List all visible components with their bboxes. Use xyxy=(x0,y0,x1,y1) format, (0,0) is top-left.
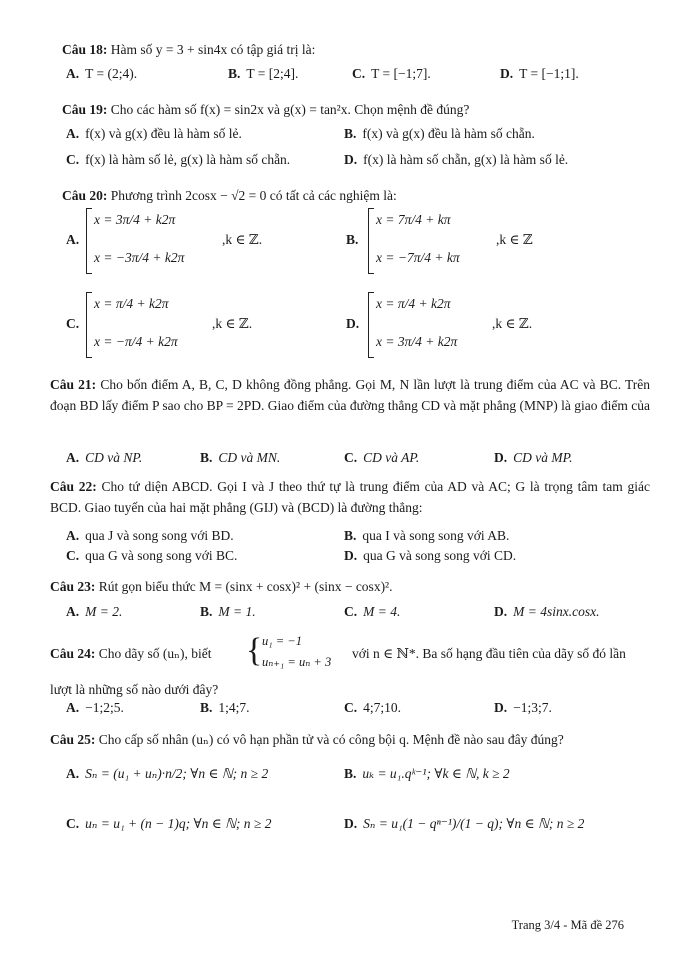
recurrence-line-2: uₙ₊₁ = uₙ + 3 xyxy=(262,655,332,669)
option-key: C. xyxy=(66,548,80,563)
solution-line-1: x = π/4 + k2π xyxy=(376,296,451,311)
question-stem: Cho dãy số (uₙ), biết xyxy=(98,646,212,661)
option-key: D. xyxy=(494,604,508,619)
options-25-row1 xyxy=(62,766,662,786)
question-24-cont xyxy=(50,680,650,699)
option-d[interactable] xyxy=(346,290,636,360)
option-a[interactable] xyxy=(66,700,124,716)
solution-bracket xyxy=(368,292,374,358)
option-c[interactable] xyxy=(66,152,290,168)
question-label: Câu 24: xyxy=(50,646,96,661)
option-text: Sₙ = u₁(1 − qⁿ⁻¹)/(1 − q); ∀n ∈ ℕ; n ≥ 2 xyxy=(363,816,585,831)
option-a[interactable] xyxy=(66,126,242,142)
option-text: Sₙ = (u₁ + uₙ)·n/2; ∀n ∈ ℕ; n ≥ 2 xyxy=(85,766,269,781)
option-d[interactable] xyxy=(344,548,516,564)
option-d[interactable] xyxy=(494,450,573,466)
question-label: Câu 21: xyxy=(50,377,97,392)
option-b[interactable] xyxy=(200,450,280,466)
options-21 xyxy=(62,450,662,470)
option-key: C. xyxy=(352,66,366,81)
options-19-row2 xyxy=(62,152,662,172)
option-a[interactable] xyxy=(66,766,268,782)
option-key: C. xyxy=(66,816,80,831)
solution-domain: ,k ∈ ℤ. xyxy=(222,232,263,247)
option-text: qua I và song song với AB. xyxy=(362,528,510,543)
option-d[interactable] xyxy=(344,816,584,832)
option-a[interactable] xyxy=(66,66,137,82)
question-24 xyxy=(50,632,650,676)
question-25 xyxy=(50,730,650,749)
solution-line-2: x = −7π/4 + kπ xyxy=(376,250,460,265)
option-text: M = 4sinx.cosx. xyxy=(513,604,600,619)
option-key: B. xyxy=(344,126,357,141)
option-d[interactable] xyxy=(494,604,599,620)
options-22-row1 xyxy=(62,528,662,548)
question-label: Câu 19: xyxy=(62,102,108,117)
option-text: 4;7;10. xyxy=(363,700,402,715)
option-text: T = [−1;7]. xyxy=(371,66,431,81)
option-key: C. xyxy=(344,604,358,619)
option-key: B. xyxy=(200,700,213,715)
option-key: D. xyxy=(344,152,358,167)
question-label: Câu 18: xyxy=(62,42,108,57)
options-23 xyxy=(62,604,662,624)
question-label: Câu 22: xyxy=(50,479,97,494)
options-25-row2 xyxy=(62,816,662,836)
option-key: B. xyxy=(200,604,213,619)
option-key: C. xyxy=(344,700,358,715)
option-key: B. xyxy=(228,66,241,81)
option-text: qua G và song song với BC. xyxy=(85,548,238,563)
question-label: Câu 20: xyxy=(62,188,108,203)
option-text: f(x) là hàm số lẻ, g(x) là hàm số chẵn. xyxy=(85,152,291,167)
question-stem: Cho các hàm số f(x) = sin2x và g(x) = tan²x. Chọn mệnh đề đúng? xyxy=(110,102,470,117)
option-d[interactable] xyxy=(500,66,579,82)
question-stem: Cho tứ diện ABCD. Gọi I và J theo thứ tự là trung điểm của AD và AC; G là trọng tâm tam giác BCD. Giao tuyến của hai mặt phẳng (GIJ) và (BCD) là đường thẳng: xyxy=(50,479,650,515)
option-b[interactable] xyxy=(228,66,298,82)
option-key: A. xyxy=(66,766,80,781)
solution-line-2: x = −3π/4 + k2π xyxy=(94,250,185,265)
option-d[interactable] xyxy=(494,700,552,716)
solution-line-2: x = 3π/4 + k2π xyxy=(376,334,458,349)
option-a[interactable] xyxy=(66,528,234,544)
solution-bracket xyxy=(368,208,374,274)
option-text: T = [2;4]. xyxy=(246,66,299,81)
option-key: C. xyxy=(66,152,80,167)
options-18 xyxy=(62,66,662,86)
option-key: A. xyxy=(66,232,80,247)
option-c[interactable] xyxy=(66,816,271,832)
option-c[interactable] xyxy=(344,450,419,466)
option-text: T = (2;4). xyxy=(85,66,138,81)
option-b[interactable] xyxy=(200,604,256,620)
option-key: B. xyxy=(346,232,359,247)
options-19-row1 xyxy=(62,126,662,146)
option-c[interactable] xyxy=(344,700,401,716)
option-key: A. xyxy=(66,604,80,619)
option-key: D. xyxy=(494,450,508,465)
solution-line-1: x = 7π/4 + kπ xyxy=(376,212,451,227)
option-b[interactable] xyxy=(200,700,250,716)
question-18 xyxy=(62,40,662,59)
option-text: f(x) và g(x) đều là hàm số lẻ. xyxy=(85,126,242,141)
option-c[interactable] xyxy=(344,604,400,620)
option-key: A. xyxy=(66,450,80,465)
option-text: 1;4;7. xyxy=(218,700,250,715)
solution-bracket xyxy=(86,208,92,274)
page-footer: Trang 3/4 - Mã đề 276 xyxy=(511,918,624,932)
question-21 xyxy=(50,374,650,416)
question-stem: Hàm số y = 3 + sin4x có tập giá trị là: xyxy=(110,42,316,57)
solution-bracket xyxy=(86,292,92,358)
option-text: M = 1. xyxy=(218,604,256,619)
option-text: CD và NP. xyxy=(85,450,143,465)
option-key: A. xyxy=(66,700,80,715)
question-stem-end: lượt là những số nào dưới đây? xyxy=(50,682,219,697)
option-c[interactable] xyxy=(352,66,431,82)
option-key: C. xyxy=(66,316,80,331)
solution-line-1: x = π/4 + k2π xyxy=(94,296,169,311)
recurrence-line-1: u₁ = −1 xyxy=(262,634,302,648)
solution-domain: ,k ∈ ℤ xyxy=(496,232,533,247)
option-b[interactable] xyxy=(346,206,636,276)
question-19 xyxy=(62,100,662,119)
question-stem: Cho bốn điểm A, B, C, D không đồng phẳng. Gọi M, N lần lượt là trung điểm của AC và BC. Trên đoạn BD lấy điểm P sao cho BP = 2PD. Giao điểm của đường thẳng CD và mặt phẳng (MNP) là giao điểm của xyxy=(50,377,650,413)
option-text: M = 2. xyxy=(85,604,123,619)
solution-domain: ,k ∈ ℤ. xyxy=(212,316,253,331)
option-b[interactable] xyxy=(344,528,509,544)
question-label: Câu 23: xyxy=(50,579,96,594)
option-key: D. xyxy=(494,700,508,715)
system-brace: { xyxy=(246,632,263,669)
question-22 xyxy=(50,476,650,518)
option-text: f(x) và g(x) đều là hàm số chẵn. xyxy=(362,126,535,141)
option-text: −1;2;5. xyxy=(85,700,124,715)
question-stem-continued: với n ∈ ℕ*. Ba số hạng đầu tiên của dãy số đó lần xyxy=(352,646,626,661)
option-key: B. xyxy=(344,766,357,781)
option-a[interactable] xyxy=(66,206,336,276)
question-stem: Cho cấp số nhân (uₙ) có vô hạn phần tử và có công bội q. Mệnh đề nào sau đây đúng? xyxy=(98,732,564,747)
option-b[interactable] xyxy=(344,766,510,782)
option-text: CD và MN. xyxy=(218,450,281,465)
option-key: B. xyxy=(200,450,213,465)
option-text: CD và MP. xyxy=(513,450,573,465)
question-stem: Rút gọn biểu thức M = (sinx + cosx)² + (sinx − cosx)². xyxy=(98,579,393,594)
options-22-row2 xyxy=(62,548,662,568)
option-text: M = 4. xyxy=(363,604,401,619)
question-label: Câu 25: xyxy=(50,732,96,747)
option-key: A. xyxy=(66,126,80,141)
option-key: D. xyxy=(500,66,514,81)
option-d[interactable] xyxy=(344,152,568,168)
options-24 xyxy=(62,700,662,720)
option-key: A. xyxy=(66,66,80,81)
option-text: T = [−1;1]. xyxy=(519,66,579,81)
option-text: qua G và song song với CD. xyxy=(363,548,517,563)
option-text: f(x) là hàm số chẵn, g(x) là hàm số lẻ. xyxy=(363,152,569,167)
solution-domain: ,k ∈ ℤ. xyxy=(492,316,533,331)
option-text: CD và AP. xyxy=(363,450,420,465)
option-b[interactable] xyxy=(344,126,535,142)
option-key: B. xyxy=(344,528,357,543)
question-stem: Phương trình 2cosx − √2 = 0 có tất cả các nghiệm là: xyxy=(110,188,397,203)
option-key: D. xyxy=(344,816,358,831)
option-text: qua J và song song với BD. xyxy=(85,528,234,543)
option-key: A. xyxy=(66,528,80,543)
option-key: D. xyxy=(346,316,360,331)
question-20 xyxy=(62,186,662,205)
option-a[interactable] xyxy=(66,604,122,620)
solution-line-2: x = −π/4 + k2π xyxy=(94,334,178,349)
option-c[interactable] xyxy=(66,290,336,360)
option-text: −1;3;7. xyxy=(513,700,552,715)
option-c[interactable] xyxy=(66,548,237,564)
option-text: uₖ = u₁.qᵏ⁻¹; ∀k ∈ ℕ, k ≥ 2 xyxy=(362,766,510,781)
option-text: uₙ = u₁ + (n − 1)q; ∀n ∈ ℕ; n ≥ 2 xyxy=(85,816,272,831)
option-a[interactable] xyxy=(66,450,142,466)
option-key: D. xyxy=(344,548,358,563)
question-23 xyxy=(50,577,650,596)
solution-line-1: x = 3π/4 + k2π xyxy=(94,212,176,227)
option-key: C. xyxy=(344,450,358,465)
